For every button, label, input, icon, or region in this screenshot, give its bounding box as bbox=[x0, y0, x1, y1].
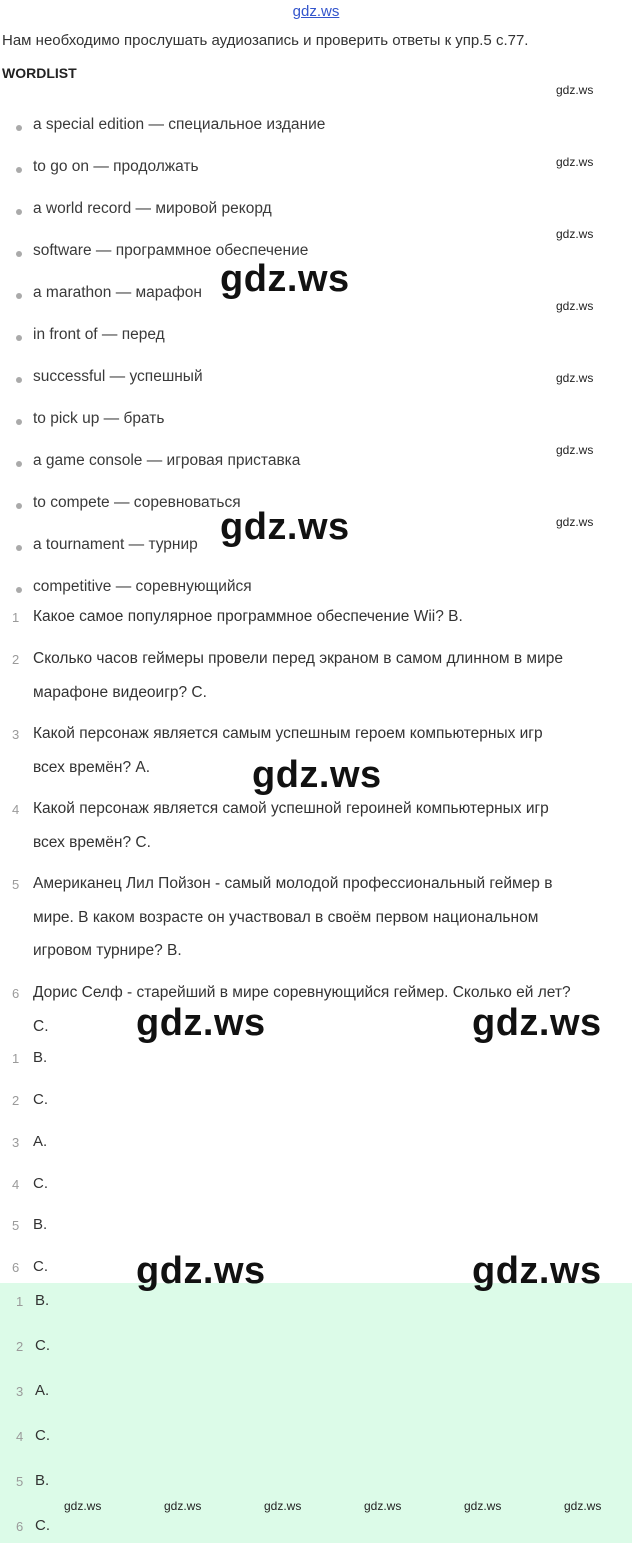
answer-number: 3 bbox=[16, 1384, 24, 1399]
answer-number: 3 bbox=[12, 1135, 20, 1150]
answer-text: C. bbox=[33, 1091, 48, 1108]
answer-number: 6 bbox=[12, 1260, 20, 1275]
wordlist-item: a special edition — специальное издание bbox=[33, 116, 326, 133]
wordlist-item: a world record — мировой рекорд bbox=[33, 200, 272, 217]
answer-number: 5 bbox=[12, 1218, 20, 1233]
answer-text: B. bbox=[35, 1292, 50, 1309]
watermark: gdz.ws bbox=[472, 1002, 602, 1044]
watermark: gdz.ws bbox=[556, 155, 594, 169]
question-text: Какой персонаж является самой успешной героиней компьютерных игр всех времён? C. bbox=[33, 800, 549, 851]
question-number: 2 bbox=[12, 652, 20, 667]
wordlist-item: in front of — перед bbox=[33, 326, 165, 343]
watermark: gdz.ws bbox=[252, 754, 382, 796]
answer-text: C. bbox=[35, 1337, 50, 1354]
answer-text: B. bbox=[35, 1472, 50, 1489]
watermark: gdz.ws bbox=[220, 258, 350, 300]
question-text: Американец Лил Пойзон - самый молодой профессиональный геймер в мире. В каком возрасте он участвовал в своём первом национальном игровом турнире? B. bbox=[33, 875, 553, 959]
watermark: gdz.ws bbox=[220, 506, 350, 548]
bullet-icon bbox=[16, 293, 22, 299]
wordlist-item: software — программное обеспечение bbox=[33, 242, 309, 259]
wordlist-item: competitive — соревнующийся bbox=[33, 578, 252, 595]
watermark: gdz.ws bbox=[556, 371, 594, 385]
answer-text: A. bbox=[33, 1133, 48, 1150]
watermark: gdz.ws bbox=[564, 1499, 602, 1513]
answer-number: 2 bbox=[12, 1093, 20, 1108]
answer-number: 1 bbox=[16, 1294, 24, 1309]
bullet-icon bbox=[16, 503, 22, 509]
watermark: gdz.ws bbox=[264, 1499, 302, 1513]
answer-text: C. bbox=[35, 1517, 50, 1534]
site-link[interactable]: gdz.ws bbox=[292, 3, 340, 20]
bullet-icon bbox=[16, 251, 22, 257]
watermark: gdz.ws bbox=[64, 1499, 102, 1513]
watermark: gdz.ws bbox=[464, 1499, 502, 1513]
bullet-icon bbox=[16, 167, 22, 173]
bullet-icon bbox=[16, 377, 22, 383]
question-number: 1 bbox=[12, 610, 20, 625]
answer-number: 2 bbox=[16, 1339, 24, 1354]
question-text: Какое самое популярное программное обеспечение Wii? B. bbox=[33, 608, 463, 625]
watermark: gdz.ws bbox=[556, 515, 594, 529]
answer-text: B. bbox=[33, 1049, 48, 1066]
answer-text: C. bbox=[33, 1258, 48, 1275]
question-number: 4 bbox=[12, 802, 20, 817]
watermark: gdz.ws bbox=[472, 1250, 602, 1292]
bullet-icon bbox=[16, 545, 22, 551]
watermark: gdz.ws bbox=[556, 443, 594, 457]
answer-number: 6 bbox=[16, 1519, 24, 1534]
answer-text: C. bbox=[33, 1175, 48, 1192]
question-text: Дорис Селф - старейший в мире соревнующийся геймер. Сколько ей лет? C. bbox=[33, 984, 571, 1035]
answer-text: B. bbox=[33, 1216, 48, 1233]
wordlist-item: a game console — игровая приставка bbox=[33, 452, 301, 469]
bullet-icon bbox=[16, 335, 22, 341]
watermark: gdz.ws bbox=[164, 1499, 202, 1513]
bullet-icon bbox=[16, 587, 22, 593]
question-text: Сколько часов геймеры провели перед экраном в самом длинном в мире марафоне видеоигр? C. bbox=[33, 650, 563, 701]
bullet-icon bbox=[16, 209, 22, 215]
watermark: gdz.ws bbox=[136, 1250, 266, 1292]
watermark: gdz.ws bbox=[556, 83, 594, 97]
answer-number: 4 bbox=[12, 1177, 20, 1192]
wordlist-item: to compete — соревноваться bbox=[33, 494, 241, 511]
answer-number: 4 bbox=[16, 1429, 24, 1444]
wordlist-title: WORDLIST bbox=[2, 65, 77, 81]
wordlist-item: a marathon — марафон bbox=[33, 284, 202, 301]
wordlist-item: to go on — продолжать bbox=[33, 158, 199, 175]
bullet-icon bbox=[16, 125, 22, 131]
question-number: 3 bbox=[12, 727, 20, 742]
answer-number: 1 bbox=[12, 1051, 20, 1066]
bullet-icon bbox=[16, 419, 22, 425]
question-text: Какой персонаж является самым успешным героем компьютерных игр всех времён? A. bbox=[33, 725, 543, 776]
watermark: gdz.ws bbox=[556, 227, 594, 241]
wordlist-item: a tournament — турнир bbox=[33, 536, 198, 553]
question-number: 6 bbox=[12, 986, 20, 1001]
watermark: gdz.ws bbox=[556, 299, 594, 313]
bullet-icon bbox=[16, 461, 22, 467]
answer-text: C. bbox=[35, 1427, 50, 1444]
watermark: gdz.ws bbox=[364, 1499, 402, 1513]
answer-number: 5 bbox=[16, 1474, 24, 1489]
wordlist-item: successful — успешный bbox=[33, 368, 203, 385]
answer-text: A. bbox=[35, 1382, 50, 1399]
watermark: gdz.ws bbox=[136, 1002, 266, 1044]
intro-text: Нам необходимо прослушать аудиозапись и проверить ответы к упр.5 с.77. bbox=[2, 32, 529, 49]
wordlist-item: to pick up — брать bbox=[33, 410, 165, 427]
question-number: 5 bbox=[12, 877, 20, 892]
